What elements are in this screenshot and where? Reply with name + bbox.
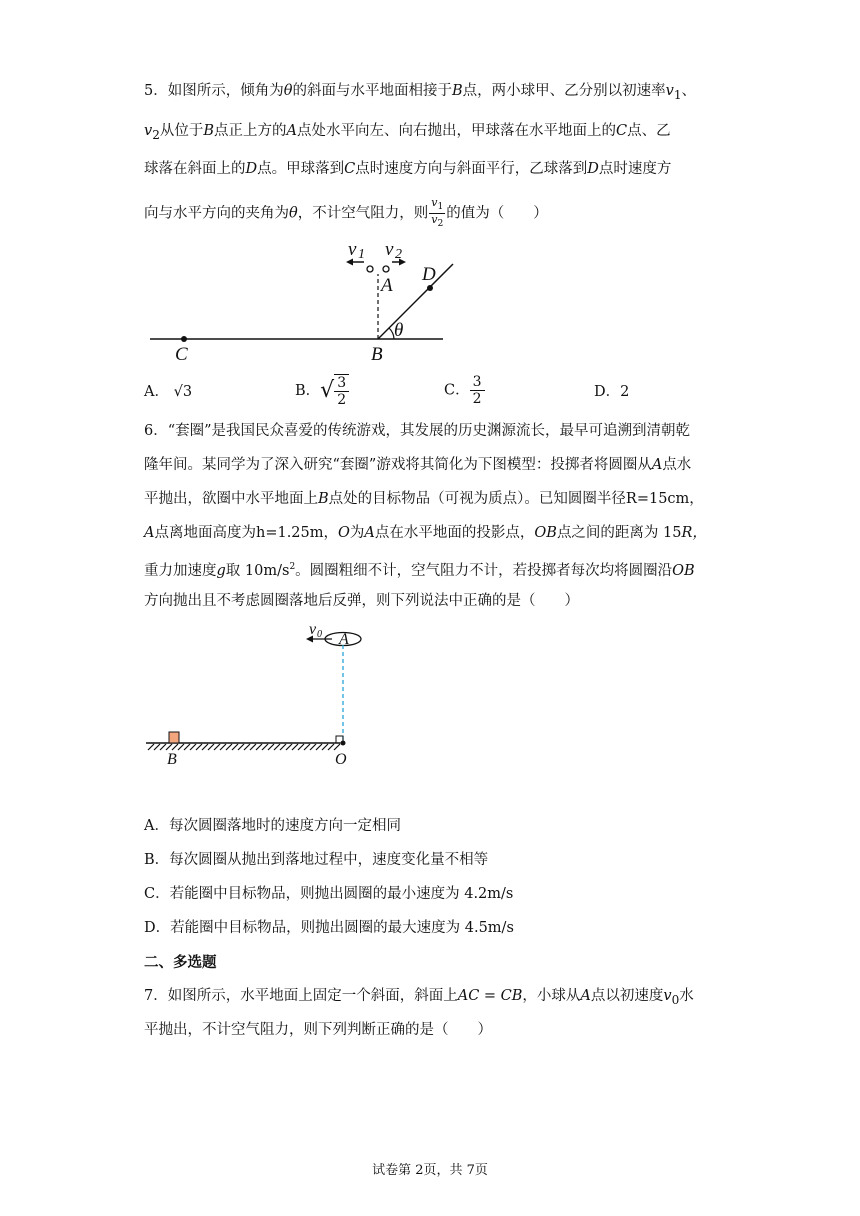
q5-line-3: 球落在斜面上的D点。甲球落到C点时速度方向与斜面平行，乙球落到D点时速度方	[144, 161, 672, 177]
svg-text:0: 0	[317, 629, 322, 640]
q6-line-6: 方向抛出且不考虑圆圈落地后反弹，则下列说法中正确的是（ ）	[144, 593, 579, 609]
svg-text:θ: θ	[394, 320, 404, 341]
point-O	[341, 741, 346, 746]
svg-text:1: 1	[358, 247, 365, 262]
q5-line-2: $v_2$从位于B点正上方的A点处水平向左、向右抛出，甲球落在水平地面上的C点、乙	[144, 123, 671, 142]
svg-text:v: v	[309, 621, 317, 638]
q5-option-c[interactable]: C． $\frac{3}{2}$	[444, 374, 485, 407]
ball-jia	[367, 266, 373, 272]
q5-figure	[140, 236, 460, 366]
q6-option-d[interactable]: D．若能圈中目标物品，则抛出圆圈的最大速度为 4.5m/s	[144, 920, 514, 936]
svg-text:O: O	[335, 751, 347, 768]
q5-line-4: 向与水平方向的夹角为θ，不计空气阻力，则 $\frac{v_1}{v_2}$ 的值为（ ）	[144, 196, 548, 230]
q6-line-2: 隆年间。某同学为了深入研究“套圈”游戏将其简化为下图模型：投掷者将圆圈从A点水	[144, 457, 692, 473]
q5-option-b[interactable]: B．√ $\frac{3}{2}$	[295, 374, 349, 408]
q6-option-a[interactable]: A．每次圆圈落地时的速度方向一定相同	[144, 818, 401, 834]
v1-over-v2-fraction: $\frac{v_1}{v_2}$	[431, 196, 444, 230]
q5-option-a[interactable]: A． √3	[144, 384, 193, 400]
q6-line-1: 6．“套圈”是我国民众喜爱的传统游戏，其发展的历史渊源流长，最早可追溯到清朝乾	[144, 423, 691, 439]
svg-text:v: v	[385, 239, 394, 260]
q5-option-d[interactable]: D．2	[594, 384, 630, 400]
q7-line-2: 平抛出，不计空气阻力，则下列判断正确的是（ ）	[144, 1022, 492, 1038]
q5-line-1: 5．如图所示，倾角为θ的斜面与水平地面相接于B点，两小球甲、乙分别以初速率$v_1$、	[144, 83, 697, 102]
q6-line-5: 重力加速度g取 $10m/s^2$。圆圈粗细不计，空气阻力不计，若投掷者每次均将圆圈沿OB	[144, 562, 695, 579]
target-box	[169, 732, 179, 743]
q6-figure	[140, 618, 380, 770]
svg-text:D: D	[422, 264, 436, 285]
q6-option-b[interactable]: B．每次圆圈从抛出到落地过程中，速度变化量不相等	[144, 852, 489, 868]
q7-line-1: 7．如图所示，水平地面上固定一个斜面，斜面上AC = CB，小球从A点以初速度$v_0$水	[144, 988, 694, 1007]
point-D	[427, 285, 433, 291]
svg-text:B: B	[167, 751, 177, 768]
q6-line-3: 平抛出，欲圈中水平地面上B点处的目标物品（可视为质点）。已知圆圈半径R=15cm，	[144, 491, 704, 507]
point-C	[181, 336, 187, 342]
svg-text:v: v	[348, 239, 357, 260]
ground-hatching	[148, 744, 340, 750]
page-footer: 试卷第 2页，共 7页	[372, 1163, 488, 1178]
q6-line-4: A点离地面高度为h=1.25m，O为A点在水平地面的投影点，OB点之间的距离为 15R，	[144, 525, 707, 541]
svg-text:C: C	[175, 344, 188, 365]
q6-option-c[interactable]: C．若能圈中目标物品，则抛出圆圈的最小速度为 4.2m/s	[144, 886, 514, 902]
svg-text:A: A	[381, 275, 393, 296]
ball-yi	[383, 266, 389, 272]
section-heading-multi-choice: 二、多选题	[144, 955, 217, 971]
svg-text:A: A	[339, 631, 349, 648]
svg-text:B: B	[371, 344, 383, 365]
svg-text:2: 2	[395, 247, 402, 262]
